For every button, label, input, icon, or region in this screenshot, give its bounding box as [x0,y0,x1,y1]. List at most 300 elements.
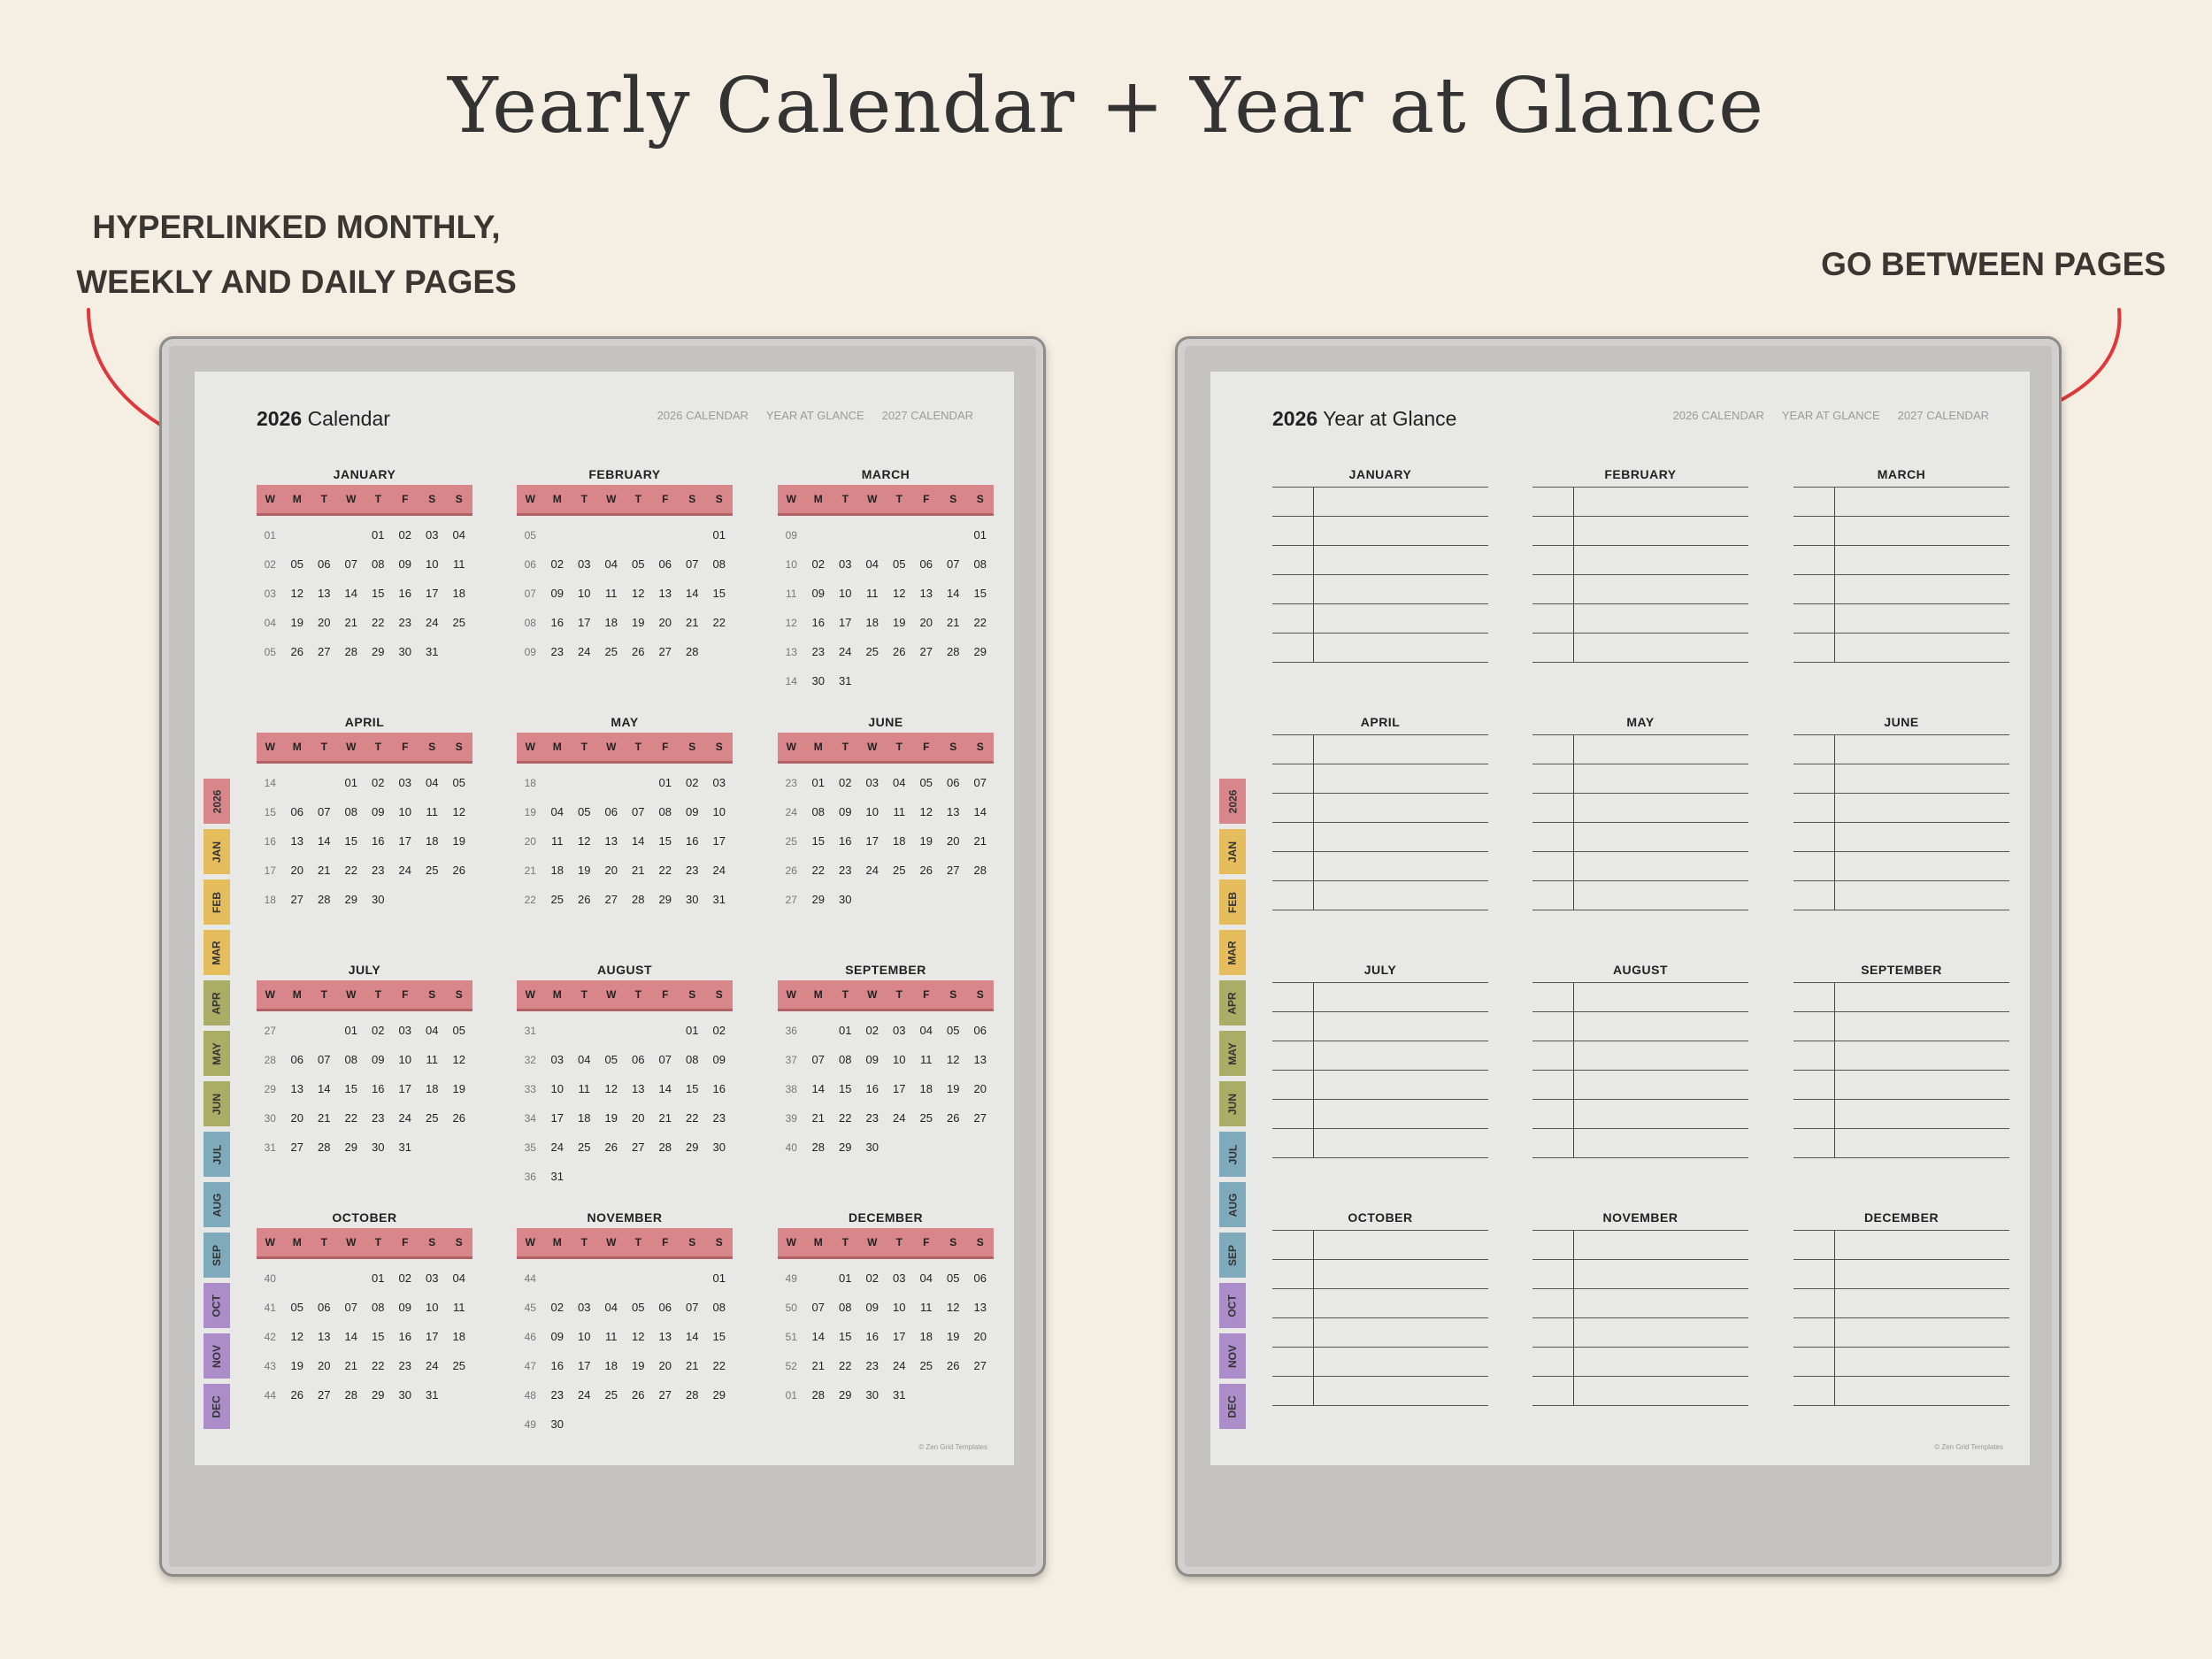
day-cell[interactable]: 11 [893,805,905,818]
day-cell[interactable]: 09 [839,805,852,818]
day-cell[interactable]: 08 [372,1301,385,1314]
day-cell[interactable]: 21 [973,834,987,848]
day-cell[interactable]: 21 [811,1359,825,1372]
day-cell[interactable]: 26 [290,1388,303,1402]
day-cell[interactable]: 09 [398,1301,411,1314]
day-cell[interactable]: 31 [426,1388,439,1402]
day-cell[interactable]: 14 [344,1330,357,1343]
day-cell[interactable]: 14 [811,1082,825,1095]
week-number[interactable]: 25 [785,834,797,848]
day-cell[interactable]: 25 [893,864,906,877]
day-cell[interactable]: 17 [893,1082,906,1095]
week-number[interactable]: 38 [785,1082,797,1095]
month-name[interactable]: SEPTEMBER [1861,963,1942,977]
week-number[interactable]: 33 [524,1082,536,1095]
day-cell[interactable]: 28 [318,1141,331,1154]
month-name[interactable]: MAY [1626,715,1655,729]
day-cell[interactable]: 08 [712,1301,726,1314]
week-number[interactable]: 19 [524,805,536,818]
day-cell[interactable]: 23 [686,864,699,877]
day-cell[interactable]: 11 [551,834,564,848]
day-cell[interactable]: 19 [452,834,465,848]
day-cell[interactable]: 10 [839,587,852,600]
day-cell[interactable]: 14 [318,834,331,848]
day-cell[interactable]: 24 [426,616,439,629]
month-name[interactable]: NOVEMBER [587,1210,663,1225]
day-cell[interactable]: 28 [344,645,357,658]
glance-grid[interactable] [1793,734,2009,910]
day-cell[interactable]: 07 [973,776,987,789]
week-number[interactable]: 47 [524,1359,536,1372]
month-name[interactable]: MARCH [1877,467,1926,481]
day-cell[interactable]: 04 [919,1024,933,1037]
side-tab-nov[interactable] [204,1333,230,1379]
day-cell[interactable]: 01 [344,776,357,789]
day-cell[interactable]: 25 [578,1141,591,1154]
day-cell[interactable]: 11 [605,587,618,600]
day-cell[interactable]: 28 [686,1388,699,1402]
day-cell[interactable]: 11 [866,587,879,600]
day-cell[interactable]: 15 [712,587,726,600]
nav-year-at-glance[interactable]: YEAR AT GLANCE [1781,409,1880,422]
day-cell[interactable]: 26 [947,1359,960,1372]
day-cell[interactable]: 11 [426,805,438,818]
day-cell[interactable]: 23 [865,1359,879,1372]
day-cell[interactable]: 03 [839,557,852,571]
glance-grid[interactable] [1532,487,1748,663]
day-cell[interactable]: 24 [398,864,411,877]
month-name[interactable]: APRIL [1360,715,1401,729]
week-number[interactable]: 18 [524,776,536,789]
week-number[interactable]: 12 [785,616,797,629]
day-cell[interactable]: 05 [947,1024,960,1037]
week-number[interactable]: 09 [524,645,536,658]
week-number[interactable]: 48 [524,1388,536,1402]
week-number[interactable]: 08 [524,616,536,629]
day-cell[interactable]: 03 [426,1271,439,1285]
day-cell[interactable]: 08 [973,557,987,571]
week-number[interactable]: 14 [264,776,276,789]
day-cell[interactable]: 29 [372,1388,385,1402]
day-cell[interactable]: 16 [865,1082,879,1095]
day-cell[interactable]: 04 [865,557,879,571]
day-cell[interactable]: 24 [893,1111,906,1125]
day-cell[interactable]: 03 [398,776,411,789]
day-cell[interactable]: 04 [604,557,618,571]
day-cell[interactable]: 27 [947,864,960,877]
day-cell[interactable]: 23 [372,864,385,877]
day-cell[interactable]: 08 [839,1053,852,1066]
day-cell[interactable]: 27 [973,1359,987,1372]
day-cell[interactable]: 10 [398,1053,411,1066]
day-cell[interactable]: 20 [973,1330,987,1343]
day-cell[interactable]: 03 [865,776,879,789]
day-cell[interactable]: 05 [290,1301,303,1314]
day-cell[interactable]: 14 [318,1082,331,1095]
day-cell[interactable]: 14 [811,1330,825,1343]
day-cell[interactable]: 20 [947,834,960,848]
day-cell[interactable]: 31 [893,1388,906,1402]
week-number[interactable]: 36 [785,1024,797,1037]
day-cell[interactable]: 17 [550,1111,564,1125]
month-name[interactable]: AUGUST [596,963,653,977]
side-tab-mar[interactable] [204,930,230,975]
day-cell[interactable]: 01 [811,776,825,789]
week-number[interactable]: 44 [524,1271,536,1285]
day-cell[interactable]: 04 [426,1024,439,1037]
day-cell[interactable]: 27 [632,1141,645,1154]
day-cell[interactable]: 10 [578,587,591,600]
day-cell[interactable]: 22 [344,1111,357,1125]
day-cell[interactable]: 18 [426,1082,439,1095]
side-tab-oct[interactable] [1219,1283,1246,1328]
day-cell[interactable]: 05 [578,805,591,818]
week-number[interactable]: 10 [785,557,797,571]
day-cell[interactable]: 06 [632,1053,645,1066]
day-cell[interactable]: 27 [919,645,933,658]
week-number[interactable]: 50 [785,1301,797,1314]
day-cell[interactable]: 26 [632,1388,645,1402]
day-cell[interactable]: 04 [604,1301,618,1314]
day-cell[interactable]: 24 [839,645,852,658]
week-number[interactable]: 30 [264,1111,276,1125]
day-cell[interactable]: 06 [973,1024,987,1037]
day-cell[interactable]: 06 [973,1271,987,1285]
day-cell[interactable]: 01 [712,528,726,541]
week-number[interactable]: 44 [264,1388,276,1402]
day-cell[interactable]: 22 [344,864,357,877]
week-number[interactable]: 35 [524,1141,536,1154]
day-cell[interactable]: 02 [839,776,852,789]
day-cell[interactable]: 24 [398,1111,411,1125]
day-cell[interactable]: 25 [452,616,465,629]
day-cell[interactable]: 30 [398,645,411,658]
side-tab-feb[interactable] [1219,879,1246,925]
day-cell[interactable]: 26 [893,645,906,658]
day-cell[interactable]: 10 [398,805,411,818]
day-cell[interactable]: 05 [632,1301,645,1314]
day-cell[interactable]: 20 [973,1082,987,1095]
week-number[interactable]: 18 [264,893,276,906]
day-cell[interactable]: 02 [372,1024,385,1037]
day-cell[interactable]: 21 [318,864,331,877]
day-cell[interactable]: 07 [344,557,357,571]
day-cell[interactable]: 02 [865,1024,879,1037]
day-cell[interactable]: 04 [893,776,906,789]
month-name[interactable]: JANUARY [333,467,396,481]
day-cell[interactable]: 12 [947,1301,960,1314]
day-cell[interactable]: 06 [919,557,933,571]
day-cell[interactable]: 25 [426,1111,439,1125]
day-cell[interactable]: 02 [686,776,699,789]
day-cell[interactable]: 12 [632,1330,645,1343]
day-cell[interactable]: 19 [919,834,933,848]
day-cell[interactable]: 17 [426,587,439,600]
day-cell[interactable]: 28 [947,645,960,658]
day-cell[interactable]: 04 [919,1271,933,1285]
day-cell[interactable]: 06 [318,1301,331,1314]
day-cell[interactable]: 11 [453,557,465,571]
day-cell[interactable]: 11 [453,1301,465,1314]
day-cell[interactable]: 29 [839,1141,852,1154]
day-cell[interactable]: 27 [290,893,303,906]
day-cell[interactable]: 13 [919,587,933,600]
side-tab-dec[interactable] [1219,1384,1246,1429]
day-cell[interactable]: 12 [452,805,465,818]
week-number[interactable]: 43 [264,1359,276,1372]
day-cell[interactable]: 28 [973,864,987,877]
week-number[interactable]: 45 [524,1301,536,1314]
day-cell[interactable]: 24 [893,1359,906,1372]
day-cell[interactable]: 09 [550,1330,564,1343]
day-cell[interactable]: 24 [426,1359,439,1372]
side-tab-dec[interactable] [204,1384,230,1429]
day-cell[interactable]: 27 [658,1388,672,1402]
week-number[interactable]: 46 [524,1330,536,1343]
day-cell[interactable]: 23 [865,1111,879,1125]
week-number[interactable]: 24 [785,805,797,818]
day-cell[interactable]: 02 [712,1024,726,1037]
day-cell[interactable]: 06 [947,776,960,789]
day-cell[interactable]: 08 [344,1053,357,1066]
week-number[interactable]: 01 [785,1388,797,1402]
day-cell[interactable]: 23 [811,645,825,658]
day-cell[interactable]: 20 [290,1111,303,1125]
day-cell[interactable]: 13 [658,587,672,600]
day-cell[interactable]: 28 [811,1141,825,1154]
day-cell[interactable]: 21 [658,1111,672,1125]
glance-grid[interactable] [1272,487,1488,663]
day-cell[interactable]: 24 [578,645,591,658]
day-cell[interactable]: 10 [550,1082,564,1095]
day-cell[interactable]: 30 [865,1141,879,1154]
day-cell[interactable]: 08 [712,557,726,571]
day-cell[interactable]: 25 [426,864,439,877]
day-cell[interactable]: 20 [318,1359,331,1372]
day-cell[interactable]: 16 [839,834,852,848]
day-cell[interactable]: 22 [372,616,385,629]
day-cell[interactable]: 18 [604,1359,618,1372]
day-cell[interactable]: 22 [839,1111,852,1125]
day-cell[interactable]: 28 [344,1388,357,1402]
week-number[interactable]: 51 [785,1330,797,1343]
day-cell[interactable]: 31 [839,674,852,687]
day-cell[interactable]: 17 [398,1082,411,1095]
day-cell[interactable]: 20 [658,616,672,629]
day-cell[interactable]: 23 [712,1111,726,1125]
day-cell[interactable]: 18 [426,834,439,848]
day-cell[interactable]: 13 [318,1330,331,1343]
month-name[interactable]: OCTOBER [332,1210,397,1225]
month-name[interactable]: JULY [348,963,381,977]
day-cell[interactable]: 19 [947,1082,960,1095]
side-tab-aug[interactable] [1219,1182,1246,1227]
day-cell[interactable]: 12 [893,587,906,600]
day-cell[interactable]: 29 [686,1141,699,1154]
day-cell[interactable]: 20 [632,1111,645,1125]
day-cell[interactable]: 28 [686,645,699,658]
day-cell[interactable]: 24 [550,1141,564,1154]
day-cell[interactable]: 14 [344,587,357,600]
day-cell[interactable]: 21 [686,1359,699,1372]
day-cell[interactable]: 21 [344,1359,357,1372]
day-cell[interactable]: 07 [686,1301,699,1314]
side-tab-feb[interactable] [204,879,230,925]
day-cell[interactable]: 05 [452,1024,465,1037]
day-cell[interactable]: 02 [372,776,385,789]
day-cell[interactable]: 23 [398,616,411,629]
day-cell[interactable]: 05 [452,776,465,789]
day-cell[interactable]: 05 [290,557,303,571]
week-number[interactable]: 15 [264,805,276,818]
week-number[interactable]: 05 [524,528,536,541]
month-name[interactable]: DECEMBER [1863,1210,1939,1225]
day-cell[interactable]: 17 [865,834,879,848]
day-cell[interactable]: 07 [632,805,645,818]
day-cell[interactable]: 31 [398,1141,411,1154]
day-cell[interactable]: 22 [712,1359,726,1372]
day-cell[interactable]: 02 [550,557,564,571]
month-name[interactable]: DECEMBER [848,1210,924,1225]
day-cell[interactable]: 03 [712,776,726,789]
day-cell[interactable]: 18 [919,1082,933,1095]
week-number[interactable]: 14 [785,674,797,687]
day-cell[interactable]: 03 [550,1053,564,1066]
day-cell[interactable]: 23 [372,1111,385,1125]
week-number[interactable]: 31 [264,1141,276,1154]
day-cell[interactable]: 16 [811,616,825,629]
day-cell[interactable]: 03 [398,1024,411,1037]
day-cell[interactable]: 25 [604,1388,618,1402]
week-number[interactable]: 39 [785,1111,797,1125]
month-name[interactable]: NOVEMBER [1602,1210,1678,1225]
day-cell[interactable]: 01 [372,1271,385,1285]
month-name[interactable]: SEPTEMBER [845,963,926,977]
day-cell[interactable]: 27 [658,645,672,658]
day-cell[interactable]: 04 [550,805,564,818]
day-cell[interactable]: 26 [632,645,645,658]
week-number[interactable]: 13 [785,645,797,658]
day-cell[interactable]: 05 [947,1271,960,1285]
week-number[interactable]: 34 [524,1111,536,1125]
day-cell[interactable]: 06 [658,557,672,571]
side-tab-jul[interactable] [204,1132,230,1177]
day-cell[interactable]: 04 [426,776,439,789]
day-cell[interactable]: 16 [372,1082,385,1095]
day-cell[interactable]: 26 [452,864,465,877]
day-cell[interactable]: 18 [919,1330,933,1343]
day-cell[interactable]: 12 [452,1053,465,1066]
day-cell[interactable]: 14 [973,805,987,818]
month-name[interactable]: AUGUST [1612,963,1669,977]
day-cell[interactable]: 19 [578,864,591,877]
day-cell[interactable]: 03 [426,528,439,541]
day-cell[interactable]: 15 [712,1330,726,1343]
week-number[interactable]: 17 [264,864,276,877]
day-cell[interactable]: 03 [578,1301,591,1314]
day-cell[interactable]: 10 [893,1053,906,1066]
day-cell[interactable]: 29 [344,893,357,906]
day-cell[interactable]: 02 [865,1271,879,1285]
side-tab-2026[interactable] [204,779,230,824]
day-cell[interactable]: 03 [893,1024,906,1037]
day-cell[interactable]: 22 [839,1359,852,1372]
month-name[interactable]: MARCH [861,467,910,481]
day-cell[interactable]: 09 [372,805,385,818]
week-number[interactable]: 49 [524,1417,536,1431]
day-cell[interactable]: 21 [344,616,357,629]
day-cell[interactable]: 25 [604,645,618,658]
day-cell[interactable]: 31 [426,645,439,658]
day-cell[interactable]: 09 [811,587,825,600]
day-cell[interactable]: 09 [398,557,411,571]
day-cell[interactable]: 17 [398,834,411,848]
day-cell[interactable]: 17 [426,1330,439,1343]
day-cell[interactable]: 08 [344,805,357,818]
day-cell[interactable]: 29 [973,645,987,658]
month-name[interactable]: JUNE [1884,715,1919,729]
day-cell[interactable]: 05 [919,776,933,789]
side-tab-oct[interactable] [204,1283,230,1328]
day-cell[interactable]: 25 [919,1111,933,1125]
day-cell[interactable]: 18 [893,834,906,848]
glance-grid[interactable] [1272,982,1488,1158]
day-cell[interactable]: 17 [578,1359,591,1372]
side-tab-jul[interactable] [1219,1132,1246,1177]
day-cell[interactable]: 19 [632,1359,645,1372]
day-cell[interactable]: 12 [632,587,645,600]
side-tab-apr[interactable] [204,980,230,1025]
glance-grid[interactable] [1532,1230,1748,1406]
nav-2027-calendar[interactable]: 2027 CALENDAR [881,409,973,422]
day-cell[interactable]: 06 [658,1301,672,1314]
day-cell[interactable]: 13 [632,1082,645,1095]
day-cell[interactable]: 30 [811,674,825,687]
day-cell[interactable]: 13 [973,1053,987,1066]
day-cell[interactable]: 08 [658,805,672,818]
day-cell[interactable]: 08 [372,557,385,571]
day-cell[interactable]: 28 [632,893,645,906]
day-cell[interactable]: 30 [372,893,385,906]
day-cell[interactable]: 26 [290,645,303,658]
day-cell[interactable]: 20 [919,616,933,629]
day-cell[interactable]: 14 [658,1082,672,1095]
day-cell[interactable]: 15 [686,1082,699,1095]
week-number[interactable]: 22 [524,893,536,906]
side-tab-may[interactable] [204,1031,230,1076]
nav-2026-calendar[interactable]: 2026 CALENDAR [657,409,749,422]
glance-grid[interactable] [1793,487,2009,663]
day-cell[interactable]: 12 [919,805,933,818]
day-cell[interactable]: 20 [318,616,331,629]
day-cell[interactable]: 16 [686,834,699,848]
day-cell[interactable]: 10 [426,1301,439,1314]
side-tab-sep[interactable] [1219,1233,1246,1278]
day-cell[interactable]: 09 [865,1301,879,1314]
day-cell[interactable]: 24 [578,1388,591,1402]
week-number[interactable]: 02 [264,557,276,571]
side-tab-apr[interactable] [1219,980,1246,1025]
day-cell[interactable]: 05 [604,1053,618,1066]
day-cell[interactable]: 10 [865,805,879,818]
side-tab-aug[interactable] [204,1182,230,1227]
day-cell[interactable]: 20 [604,864,618,877]
day-cell[interactable]: 13 [290,1082,303,1095]
day-cell[interactable]: 29 [372,645,385,658]
day-cell[interactable]: 21 [947,616,960,629]
side-tab-sep[interactable] [204,1233,230,1278]
day-cell[interactable]: 13 [318,587,331,600]
